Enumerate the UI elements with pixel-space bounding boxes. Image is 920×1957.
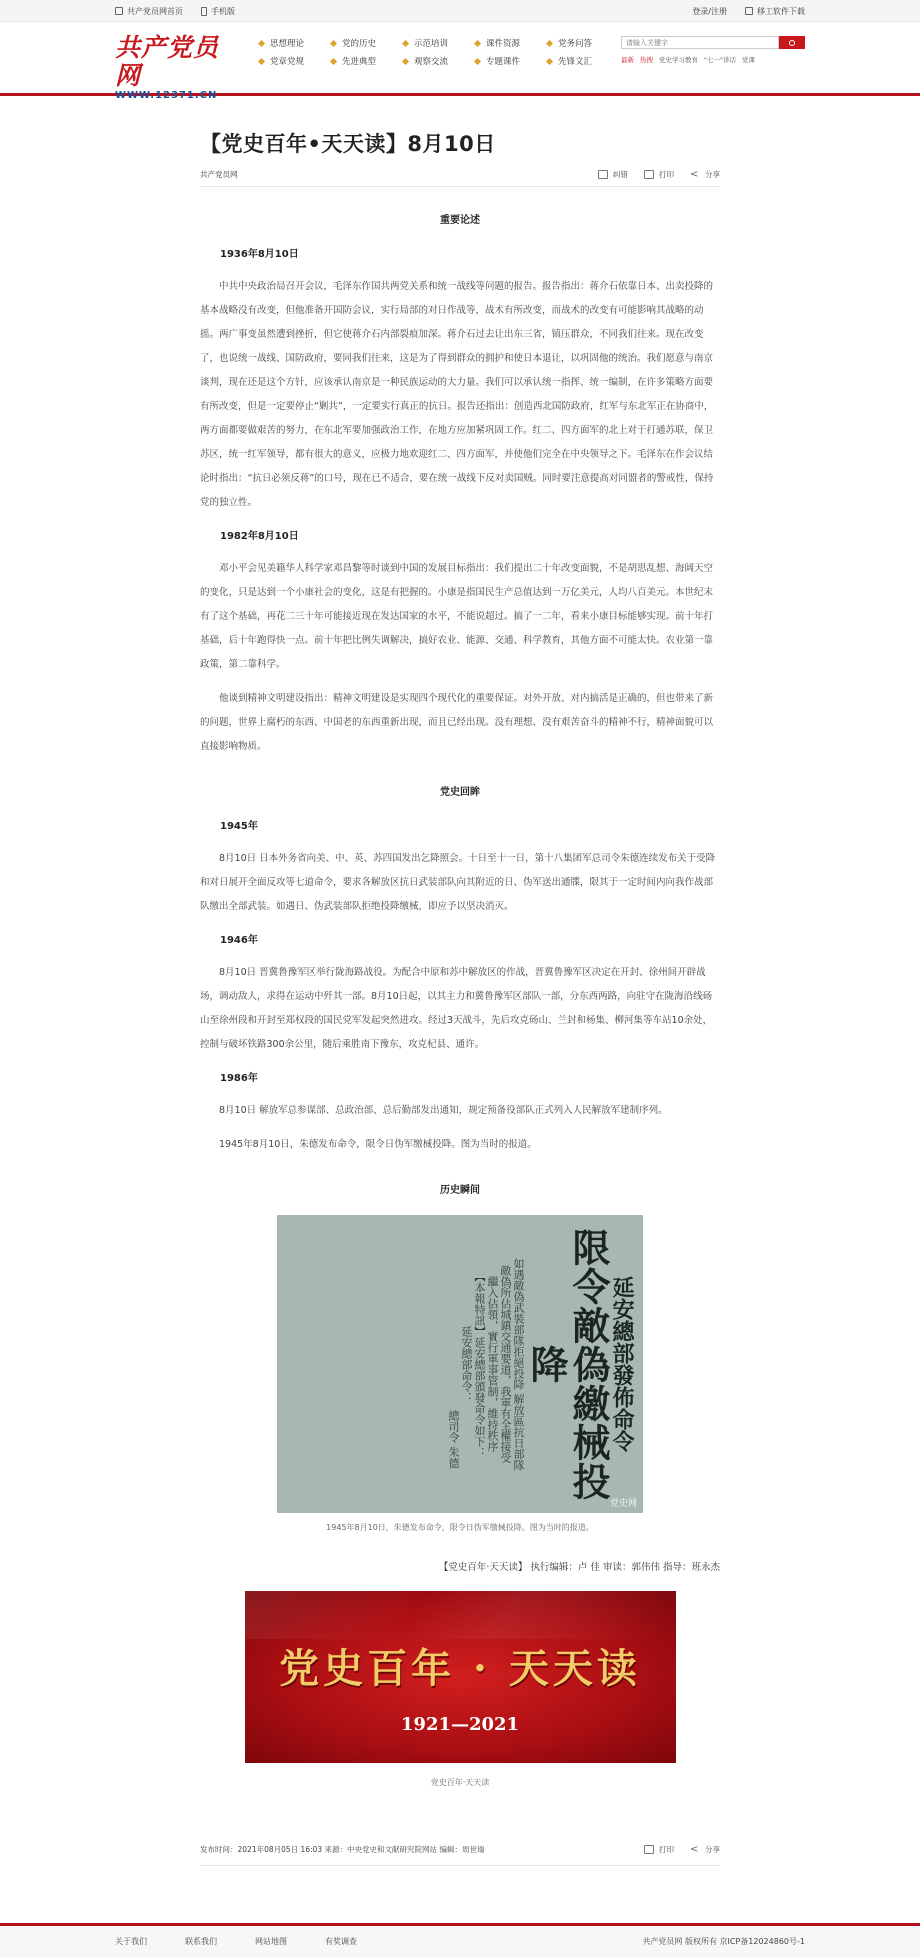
article-source: 共产党员网 <box>200 170 238 179</box>
article <box>200 96 720 1866</box>
footer-link-survey[interactable]: 有奖调查 <box>325 1937 357 1946</box>
paragraph: 8月10日 解放军总参谋部、总政治部、总后勤部发出通知，规定预备役部队正式列入人民解放军建制序列。 <box>219 1105 668 1116</box>
nav-label: 党务问答 <box>558 39 593 49</box>
mobile-link[interactable] <box>201 6 235 17</box>
bullet-icon <box>330 39 337 46</box>
top-bar <box>0 0 920 22</box>
print-icon <box>644 170 654 179</box>
banner-caption: 党史百年·天天读 <box>430 1778 490 1787</box>
bullet-icon <box>546 39 553 46</box>
print-button-bottom[interactable] <box>644 1844 674 1855</box>
share-icon <box>690 1845 700 1854</box>
nav-item-exchange[interactable] <box>403 55 475 67</box>
newspaper-headline: 限令敵偽繳械投降 <box>524 1227 611 1501</box>
nav-label: 思想理论 <box>270 39 305 49</box>
article-body <box>200 209 720 1203</box>
login-link[interactable] <box>692 6 727 17</box>
publish-info: 发布时间：2021年08月05日 16:03 来源：中央党史和文献研究院网站 编辑：周世瑞 <box>200 1845 485 1854</box>
phone-icon <box>201 7 207 16</box>
publish-meta <box>200 1844 720 1866</box>
edit-icon <box>598 170 608 179</box>
nav-item-history[interactable] <box>331 37 403 49</box>
home-link-label: 共产党员网首页 <box>127 6 183 16</box>
nav-item-courseware[interactable] <box>475 37 547 49</box>
home-icon <box>115 7 123 15</box>
nav-label: 观察交流 <box>414 57 449 67</box>
nav-item-qa[interactable] <box>547 37 619 49</box>
section-heading: 历史瞬间 <box>440 1185 480 1196</box>
bullet-icon <box>474 39 481 46</box>
hot-keyword[interactable]: "七一"讲话 <box>704 56 736 64</box>
year-heading: 1986年 <box>220 1073 258 1084</box>
nav-label: 专题课件 <box>486 57 521 67</box>
footer-link-about[interactable]: 关于我们 <box>115 1937 147 1946</box>
series-banner <box>245 1591 676 1763</box>
paragraph: 8月10日 晋冀鲁豫军区举行陇海路战役。为配合中原和苏中解放区的作战，晋冀鲁豫军区决定在开封、徐州间开辟战场，调动敌人，求得在运动中歼其一部。8月10日起，以其主力和冀鲁豫军区部队一部，分东西两路，向驻守在陇海沿线砀山至徐州段和开封至郑权段的国民党军发起突然进攻。经过3天战斗，先后攻克砀山、兰封和杨集、柳河集等车站10余处，控制与破坏铁路300余公里，随后乘胜南下豫东，攻克杞县、通许。 <box>200 967 713 1050</box>
image-caption: 1945年8月10日，朱德发布命令，限令日伪军缴械投降。图为当时的报道。 <box>326 1523 594 1532</box>
search-button[interactable] <box>779 36 805 49</box>
hot-keyword[interactable]: 最新 <box>621 56 634 64</box>
bullet-icon <box>402 57 409 64</box>
nav-item-theory[interactable] <box>259 37 331 49</box>
banner-decoration <box>245 1591 676 1639</box>
print-label: 打印 <box>659 1845 674 1854</box>
nav-item-special[interactable] <box>475 55 547 67</box>
footer-links <box>115 1936 357 1947</box>
nav-label: 党章党规 <box>270 57 305 67</box>
newspaper-headline: 延安總部發佈命令 <box>609 1276 635 1452</box>
correct-label: 纠错 <box>613 170 628 179</box>
article-tools <box>598 169 720 180</box>
nav-label: 先锋文汇 <box>558 57 593 67</box>
bullet-icon <box>258 39 265 46</box>
newspaper-text: 延安總部命令： <box>460 1325 473 1403</box>
share-button[interactable] <box>690 169 720 180</box>
hot-keyword[interactable]: 党课 <box>741 56 755 64</box>
paragraph: 1945年8月10日，朱德发布命令，限令日伪军缴械投降。图为当时的报道。 <box>219 1139 537 1150</box>
editor-credits: 【党史百年·天天读】 执行编辑：卢 佳 审读：郭伟伟 指导：班永杰 <box>438 1562 720 1573</box>
paragraph: 中共中央政治局召开会议，毛泽东作国共两党关系和统一战线等问题的报告。报告指出：蒋介石依靠日本、出卖投降的基本战略没有改变，但他准备开国防会议，实行局部的对日作战等，战术有所改变，而战术的改变有可能影响其战略的动摇。两广事变虽然遭到挫折，但它使蒋介石内部裂痕加深。蒋介石过去让出东三省，镇压群众，不同我们往来。现在改变了，也说统一战线、国防政府，要同我们往来，这是为了得到群众的拥护和使日本退让，以巩固他的统治。我们愿意与南京谈判，现在还是这个方针，应该承认南京是一种民族运动的大力量。我们可以承认统一指挥、统一编制，在许多策略方面要有所改变，但是一定要停止“剿共”，一定要实行真正的抗日。报告还指出：创造西北国防政府，红军与东北军正在协商中，两方面都要做艰苦的努力，在东北军要加强政治工作，在地方应加紧巩固工作。红二、四方面军的北上对于打通苏联，保卫苏区，统一红军领导，都有很大的意义，应极力地欢迎红二、四方面军，并使他们完全在中央领导之下。毛泽东在作会议结论时指出：“抗日必须反蒋”的口号，现在已不适合，要在统一战线下反对卖国贼。同时要注意提高对同盟者的警戒性，保持党的独立性。 <box>200 281 714 508</box>
print-icon <box>644 1845 654 1854</box>
nav-item-regulations[interactable] <box>259 55 331 67</box>
paragraph: 8月10日 日本外务省向美、中、英、苏四国发出乞降照会。十日至十一日，第十八集团军总司令朱德连续发布关于受降和对日展开全面反攻等七道命令，要求各解放区抗日武装部队向其附近的日、伪军送出通牒，限其于一定时间内向我作战部队缴出全部武装。如遇日、伪武装部队拒绝投降缴械，即应予以坚决消灭。 <box>200 853 716 912</box>
footer-link-contact[interactable]: 联系我们 <box>185 1937 217 1946</box>
main-nav <box>259 37 619 67</box>
download-icon <box>745 7 753 15</box>
login-label: 登录/注册 <box>692 6 727 16</box>
logo-url: WWW.12371.CN <box>115 90 218 101</box>
bullet-icon <box>330 57 337 64</box>
year-heading: 1946年 <box>220 935 258 946</box>
print-button[interactable] <box>644 169 674 180</box>
app-download-link[interactable] <box>745 6 805 17</box>
bullet-icon <box>474 57 481 64</box>
paragraph: 他谈到精神文明建设指出：精神文明建设是实现四个现代化的重要保证。对外开放、对内搞活是正确的，但也带来了新的问题，世界上腐朽的东西、中国老的东西重新出现，而且已经出现。没有理想、没有艰苦奋斗的精神不行，精神面貌可以直接影响物质。 <box>200 693 714 752</box>
newspaper-image <box>277 1215 643 1513</box>
newspaper-text: 繼入佔領，實行軍事管制，維持秩序 <box>486 1276 499 1452</box>
nav-label: 课件资源 <box>486 39 521 49</box>
site-header <box>0 22 920 101</box>
copyright: 共产党员网 版权所有 京ICP备12024860号-1 <box>642 1937 805 1946</box>
app-download-label: 移工软件下载 <box>757 6 805 16</box>
hot-keyword[interactable]: 党史学习教育 <box>659 56 698 64</box>
paragraph: 邓小平会见美籍华人科学家邓昌黎等时谈到中国的发展目标指出：我们提出二十年改变面貌，不是胡思乱想、海阔天空的变化，只是达到一个小康社会的变化，这是有把握的。小康是指国民生产总值达到一万亿美元，人均八百美元。本世纪末有了这个基础，再花二三十年可能接近现在发达国家的水平，不能说超过。搞了一二年，看来小康目标能够实现。前十年打基础，后十年跑得快一点。前十年把比例失调解决，搞好农业、能源、交通、科学教育，其他方面不可能太快。农业第一靠政策，第二靠科学。 <box>200 563 714 670</box>
correct-button[interactable] <box>598 169 628 180</box>
share-icon <box>690 170 700 179</box>
mobile-link-label: 手机版 <box>211 6 235 16</box>
nav-label: 先进典型 <box>342 57 377 67</box>
year-heading: 1936年8月10日 <box>220 249 299 260</box>
newspaper-signature: 總司令 朱德 <box>447 1409 460 1469</box>
logo-title: 共产党员网 <box>115 33 220 90</box>
section-heading: 重要论述 <box>440 215 480 226</box>
search-icon <box>789 40 795 46</box>
search-input[interactable] <box>621 36 779 49</box>
newspaper-text: 敵偽所佔城鎮交通要道，我軍有全權接受 <box>499 1265 512 1463</box>
nav-item-models[interactable] <box>331 55 403 67</box>
site-footer <box>0 1923 920 1957</box>
share-button-bottom[interactable] <box>690 1844 720 1855</box>
share-label: 分享 <box>705 1845 720 1854</box>
nav-item-literature[interactable] <box>547 55 619 67</box>
newspaper-text: 【本報特訊】延安總部頒發命令如下： <box>473 1270 486 1458</box>
nav-label: 示范培训 <box>414 39 449 49</box>
search-area <box>621 36 805 64</box>
nav-item-training[interactable] <box>403 37 475 49</box>
section-heading: 党史回眸 <box>440 787 480 798</box>
historical-figure <box>200 1215 720 1533</box>
banner-years: 1921—2021 <box>400 1714 520 1735</box>
bullet-icon <box>546 57 553 64</box>
home-link[interactable] <box>115 6 183 17</box>
bullet-icon <box>402 39 409 46</box>
site-logo[interactable] <box>115 33 235 101</box>
newspaper-text: 如遇敵偽武裝部隊拒絕投降 解放區抗日部隊 <box>512 1257 525 1471</box>
year-heading: 1945年 <box>220 821 258 832</box>
bottom-tools <box>644 1844 720 1855</box>
article-meta <box>200 169 720 187</box>
nav-label: 党的历史 <box>342 39 377 49</box>
hot-keywords <box>621 55 805 64</box>
print-label: 打印 <box>659 170 674 179</box>
hot-keyword[interactable]: 热搜 <box>640 56 653 64</box>
bullet-icon <box>258 57 265 64</box>
banner-title: 党史百年 · 天天读 <box>279 1645 641 1692</box>
year-heading: 1982年8月10日 <box>220 531 299 542</box>
footer-link-sitemap[interactable]: 网站地图 <box>255 1937 287 1946</box>
share-label: 分享 <box>705 170 720 179</box>
article-title: 【党史百年•天天读】8月10日 <box>200 132 496 156</box>
image-watermark: 党史网 <box>609 1499 637 1509</box>
